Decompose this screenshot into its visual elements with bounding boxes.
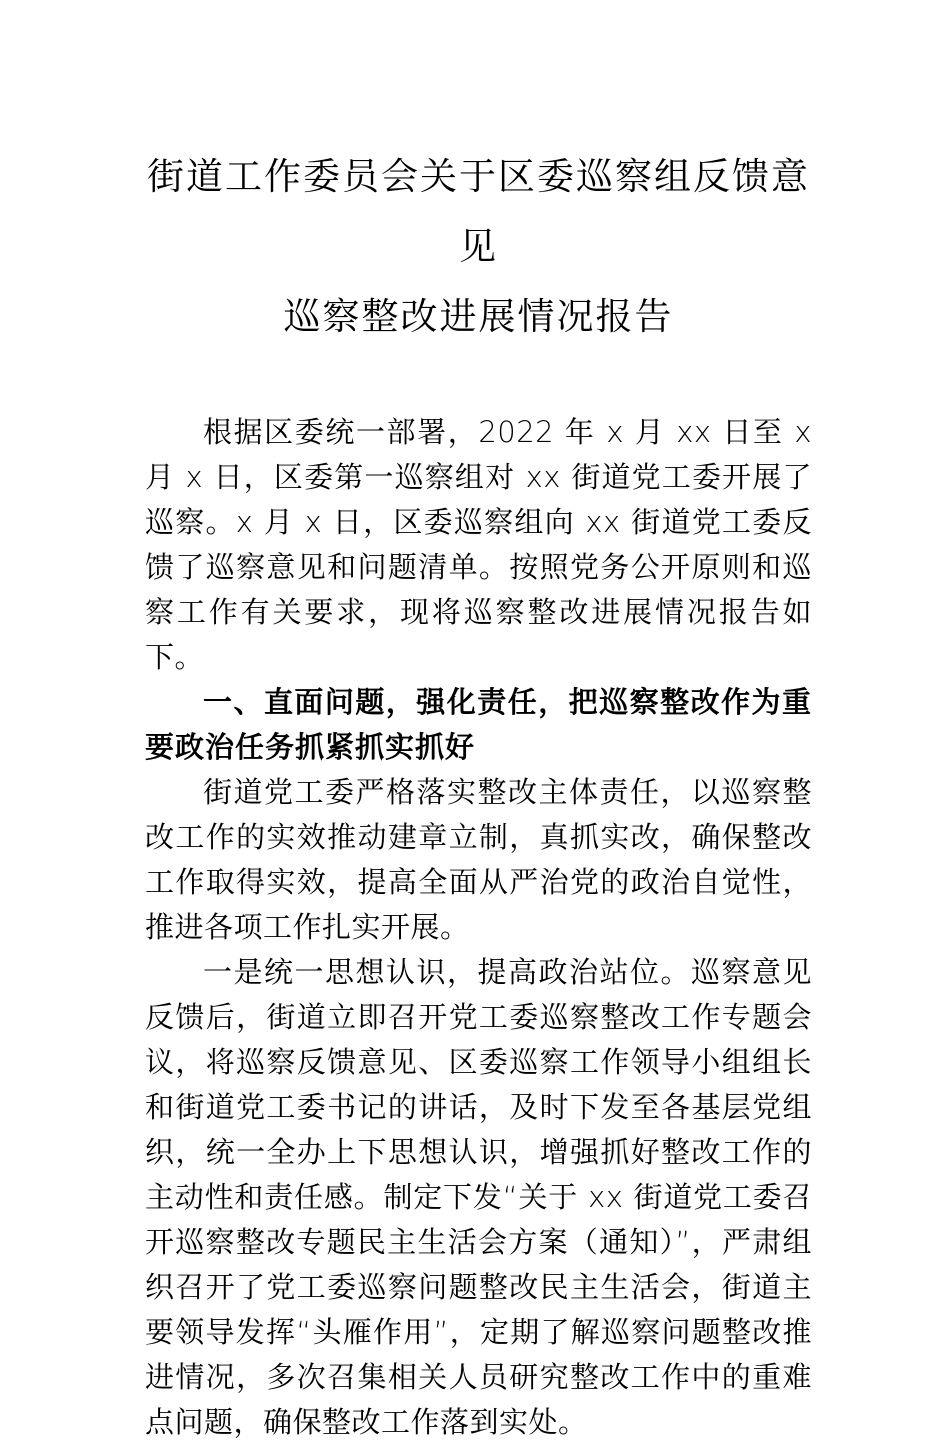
document-body [145,410,812,1445]
title-line-2: 巡察整改进展情况报告 [283,295,674,338]
paragraph-responsibility: 街道党工委严格落实整改主体责任，以巡察整改工作的实效推动建章立制，真抓实改，确保整改工作取得实效，提高全面从严治党的政治自觉性，推进各项工作扎实开展。 [145,775,812,944]
section-heading-1: 一、直面问题，强化责任，把巡察整改作为重要政治任务抓紧抓实抓好 [145,685,812,764]
paragraph-first-measure: 一是统一思想认识，提高政治站位。巡察意见反馈后，街道立即召开党工委巡察整改工作专题会议，将巡察反馈意见、区委巡察工作领导小组组长和街道党工委书记的讲话，及时下发至各基层党组织，统一全办上下思想认识，增强抓好整改工作的主动性和责任感。制定下发“关于 xx 街道党工委召开巡察整改专题民主生活会方案（通知）”，严肃组织召开了党工委巡察问题整改民主生活会，街道主要领导发挥“头雁作用”，定期了解巡察问题整改推进情况，多次召集相关人员研究整改工作中的重难点问题，确保整改工作落到实处。 [145,955,812,1439]
document-title [145,142,812,352]
paragraph-intro: 根据区委统一部署，2022 年 x 月 xx 日至 x 月 x 日，区委第一巡察组对 xx 街道党工委开展了巡察。x 月 x 日，区委巡察组向 xx 街道党工委反馈了巡察意见和问题清单。按照党务公开原则和巡察工作有关要求，现将巡察整改进展情况报告如下。 [145,415,812,674]
title-line-1: 街道工作委员会关于区委巡察组反馈意见 [147,155,810,268]
